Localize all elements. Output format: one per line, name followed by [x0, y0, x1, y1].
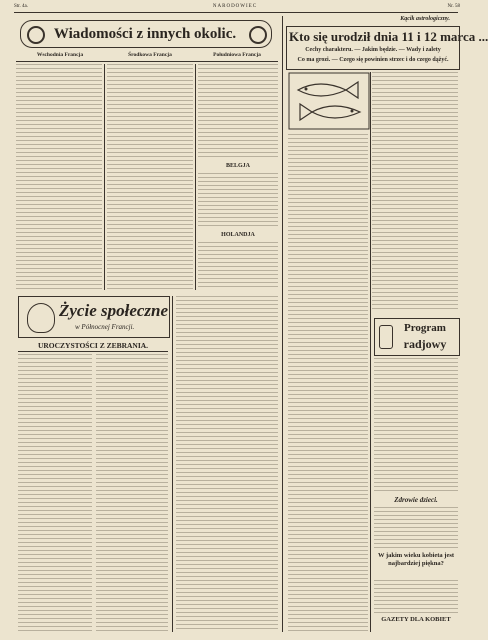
radio-icon [379, 325, 393, 349]
zycie-rule [18, 351, 168, 352]
column-east-text [16, 64, 102, 290]
kobieta-text [374, 580, 458, 614]
program-title-1: Program [404, 322, 446, 334]
program-box [374, 318, 460, 356]
zycie-headline: UROCZYSTOŚCI Z ZEBRANIA. [37, 341, 149, 350]
ad-kicker: Kącik astrologiczny. [400, 16, 450, 22]
zdrowie-heading: Zdrowie dzieci. [394, 496, 438, 504]
banner-frame [20, 20, 272, 48]
page-number-right: Nr. 58 [447, 4, 460, 9]
figure-illustration-icon [27, 303, 55, 333]
section-belgja: BELGJA [225, 163, 250, 169]
zycie-column-1 [18, 354, 92, 632]
zycie-banner [18, 296, 170, 338]
ad-line2: Cechy charakteru. — Jakim będzie. — Wady i zalety [305, 47, 441, 53]
masthead-title: NARODOWIEC [212, 4, 258, 9]
column-divider [172, 296, 173, 632]
banner-title: Wiadomości z innych okolic. [53, 26, 237, 42]
program-listing [374, 358, 458, 492]
zycie-subtitle: w Północnej Francji. [75, 323, 135, 331]
belgja-text [198, 173, 278, 229]
page-number-left: Str. 4a. [14, 4, 29, 9]
column-divider [370, 72, 371, 632]
program-title-2: radjowy [403, 337, 447, 351]
ad-line3: Co ma grozi. — Czego się powinien strzec i do czego dążyć. [297, 57, 449, 63]
middle-column-text [176, 296, 278, 632]
zycie-column-2 [96, 354, 168, 632]
ad-header-box [286, 26, 488, 70]
ad-line1: Kto się urodził dnia 11 i 12 marca ... [289, 29, 488, 44]
region-rule [16, 61, 278, 62]
masthead-rule [14, 12, 458, 13]
ad-column-right [372, 72, 458, 312]
column-divider [195, 64, 196, 290]
banner-ornament-right-icon [249, 26, 267, 44]
region-header-east: Wschodnia Francja [36, 52, 84, 58]
column-south-text [198, 64, 278, 160]
region-header-south: Południowa Francja [213, 52, 261, 58]
ad-column-left [288, 134, 368, 632]
kobieta-heading: W jakim wieku kobieta jest najbardziej piękna? [377, 552, 455, 567]
pisces-illustration-icon [288, 72, 370, 130]
zdrowie-text [374, 507, 458, 549]
column-divider [104, 64, 105, 290]
column-central-text [107, 64, 193, 290]
holandja-text [198, 242, 278, 290]
section-holandja: HOLANDJA [221, 232, 255, 238]
zycie-title: Życie społeczne [59, 301, 169, 320]
column-divider [282, 16, 283, 632]
banner-ornament-left-icon [27, 26, 45, 44]
gazeta-title: GAZETY DLA KOBIET [381, 616, 451, 623]
region-header-central: Środkowa Francja [128, 52, 172, 58]
